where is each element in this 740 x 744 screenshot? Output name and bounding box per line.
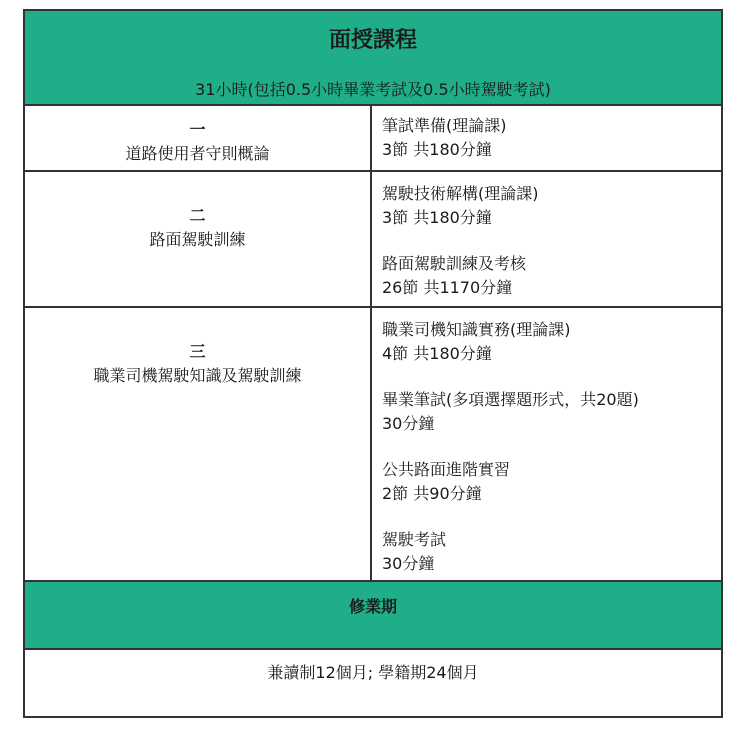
course-title: 面授課程	[328, 28, 417, 53]
course-header	[25, 11, 721, 106]
module-heading	[25, 106, 372, 170]
session-detail: 26節 共1170分鐘	[382, 278, 513, 297]
module-number: 一	[189, 120, 206, 139]
study-period-label: 修業期	[348, 597, 397, 616]
module-heading	[25, 172, 372, 306]
session-item	[382, 458, 721, 506]
session-title: 畢業筆試(多項選擇題形式，共20題)	[382, 390, 639, 409]
module-name: 路面駕駛訓練	[149, 230, 246, 249]
module-name: 職業司機駕駛知識及駕駛訓練	[93, 366, 302, 385]
module-sessions	[372, 172, 721, 306]
module-sessions	[372, 308, 721, 580]
session-detail: 3節 共180分鐘	[382, 208, 492, 227]
session-item	[382, 318, 721, 366]
session-detail: 4節 共180分鐘	[382, 344, 492, 363]
session-item	[382, 252, 721, 300]
session-title: 公共路面進階實習	[382, 460, 511, 479]
course-hours: 31小時(包括0.5小時畢業考試及0.5小時駕駛考試)	[195, 80, 551, 99]
module-row-1	[25, 106, 721, 172]
study-period-header	[25, 582, 721, 650]
study-period-body	[25, 650, 721, 716]
session-title: 職業司機知識實務(理論課)	[382, 320, 571, 339]
module-name: 道路使用者守則概論	[125, 144, 270, 163]
session-item	[382, 114, 721, 162]
session-detail: 30分鐘	[382, 554, 435, 573]
session-item	[382, 182, 721, 230]
session-item	[382, 528, 721, 576]
session-title: 駕駛技術解構(理論課)	[382, 184, 539, 203]
session-item	[382, 388, 721, 436]
module-row-2	[25, 172, 721, 308]
study-period-value: 兼讀制12個月; 學籍期24個月	[267, 663, 479, 682]
session-detail: 30分鐘	[382, 414, 435, 433]
module-heading	[25, 308, 372, 580]
session-detail: 2節 共90分鐘	[382, 484, 482, 503]
session-detail: 3節 共180分鐘	[382, 140, 492, 159]
module-number: 三	[189, 342, 206, 361]
module-sessions	[372, 106, 721, 170]
course-table	[23, 9, 723, 718]
session-title: 駕駛考試	[382, 530, 447, 549]
module-number: 二	[189, 206, 206, 225]
session-title: 路面駕駛訓練及考核	[382, 254, 527, 273]
session-title: 筆試準備(理論課)	[382, 116, 507, 135]
module-row-3	[25, 308, 721, 582]
